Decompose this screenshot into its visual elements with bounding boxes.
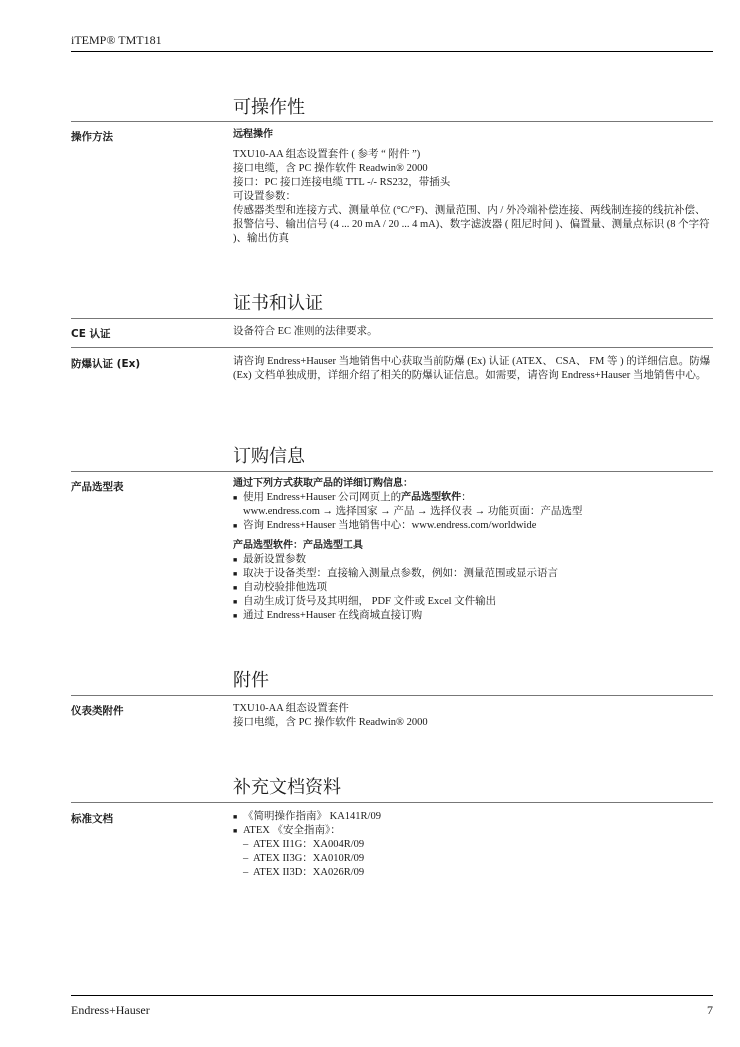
list-item: ■ 取决于设备类型：直接输入测量点参数，例如：测量范围或显示语言 xyxy=(233,567,715,581)
documentation-list xyxy=(233,810,715,838)
sub-list-item: – ATEX II1G：XA004R/09 xyxy=(233,838,715,852)
list-item: ■ 自动校验排他选项 xyxy=(233,581,715,595)
section-rule xyxy=(71,121,713,122)
text-line: 接口电缆，含 PC 操作软件 Readwin® 2000 xyxy=(233,717,428,728)
product-configurator-label: 产品选型软件 xyxy=(401,492,462,503)
row-rule xyxy=(71,347,713,348)
label-device-accessories: 仪表类附件 xyxy=(71,705,124,717)
footer-rule xyxy=(71,995,713,996)
header-rule xyxy=(71,51,713,52)
list-item: ■ 最新设置参数 xyxy=(233,553,715,567)
documentation-content xyxy=(233,810,715,880)
label-operation-method: 操作方法 xyxy=(71,131,113,143)
list-item: ■ 咨询 Endress+Hauser 当地销售中心：www.endress.com/worldwide xyxy=(233,519,715,533)
page-number: 7 xyxy=(707,1003,713,1017)
text-line: 可设置参数： xyxy=(233,191,296,202)
list-item xyxy=(233,491,715,519)
list-item: ■ 通过 Endress+Hauser 在线商城直接订购 xyxy=(233,609,715,623)
section-title-operability: 可操作性 xyxy=(233,97,305,118)
list-item: ■ 自动生成订货号及其明细， PDF 文件或 Excel 文件输出 xyxy=(233,595,715,609)
section-rule xyxy=(71,471,713,472)
section-title-ordering: 订购信息 xyxy=(233,446,305,467)
ordering-list xyxy=(233,491,715,533)
list-item-text: 使用 Endress+Hauser 公司网页上的 xyxy=(243,492,402,503)
tool-feature-list xyxy=(233,553,715,623)
section-rule xyxy=(71,695,713,696)
list-item xyxy=(233,824,715,838)
navigation-path: www.endress.com → 选择国家 → 产品 → 选择仪表 → 功能页面：产品选型 xyxy=(243,506,583,517)
section-rule xyxy=(71,802,713,803)
text-line: 传感器类型和连接方式、测量单位 (°C/°F)、测量范围、内 / 外冷端补偿连接、两线制连接的线抗补偿、报警信号、输出信号 (4 ... 20 mA / 20 ... 4 mA)、数字滤波器 ( 阻尼时间 )、偏置量、测量点标识 (8 个字符 )、输出仿真 xyxy=(233,205,710,244)
text-line: TXU10-AA 组态设置套件 ( 参考 “ 附件 ”) xyxy=(233,149,421,160)
tool-title: 产品选型软件：产品选型工具 xyxy=(233,540,363,551)
accessories-content xyxy=(233,702,715,730)
list-item-text: ATEX 《安全指南》： xyxy=(243,825,341,836)
list-item-text: ： xyxy=(461,492,472,503)
label-standard-documentation: 标准文档 xyxy=(71,813,113,825)
section-title-certificates: 证书和认证 xyxy=(233,293,323,314)
section-rule xyxy=(71,318,713,319)
atex-sublist xyxy=(233,838,715,880)
remote-operation-title: 远程操作 xyxy=(233,129,273,140)
sub-list-item: – ATEX II3G：XA010R/09 xyxy=(233,852,715,866)
sub-list-item: – ATEX II3D：XA026R/09 xyxy=(233,866,715,880)
document-header: iTEMP® TMT181 xyxy=(71,33,162,47)
label-ce-mark: CE 认证 xyxy=(71,328,111,340)
ordering-intro: 通过下列方式获取产品的详细订购信息： xyxy=(233,478,413,489)
label-ex-approval: 防爆认证 (Ex) xyxy=(71,358,141,370)
text-line: 接口电缆，含 PC 操作软件 Readwin® 2000 xyxy=(233,163,428,174)
ce-text: 设备符合 EC 准则的法律要求。 xyxy=(233,326,378,337)
label-product-structure: 产品选型表 xyxy=(71,481,124,493)
text-line: 接口：PC 接口连接电缆 TTL -/- RS232，带插头 xyxy=(233,177,451,188)
operability-content xyxy=(233,128,715,246)
footer-company: Endress+Hauser xyxy=(71,1003,150,1017)
text-line: TXU10-AA 组态设置套件 xyxy=(233,703,349,714)
list-item: ■ 《简明操作指南》 KA141R/09 xyxy=(233,810,715,824)
section-title-documentation: 补充文档资料 xyxy=(233,777,341,798)
section-title-accessories: 附件 xyxy=(233,670,269,691)
ordering-content xyxy=(233,477,715,623)
ex-text: 请咨询 Endress+Hauser 当地销售中心获取当前防爆 (Ex) 认证 (ATEX、 CSA、 FM 等 ) 的详细信息。防爆 (Ex) 文档单独成册，详细介绍了相关的防爆认证信息。如需要，请咨询 Endress+Hauser 当地销售中心。 xyxy=(233,356,711,381)
